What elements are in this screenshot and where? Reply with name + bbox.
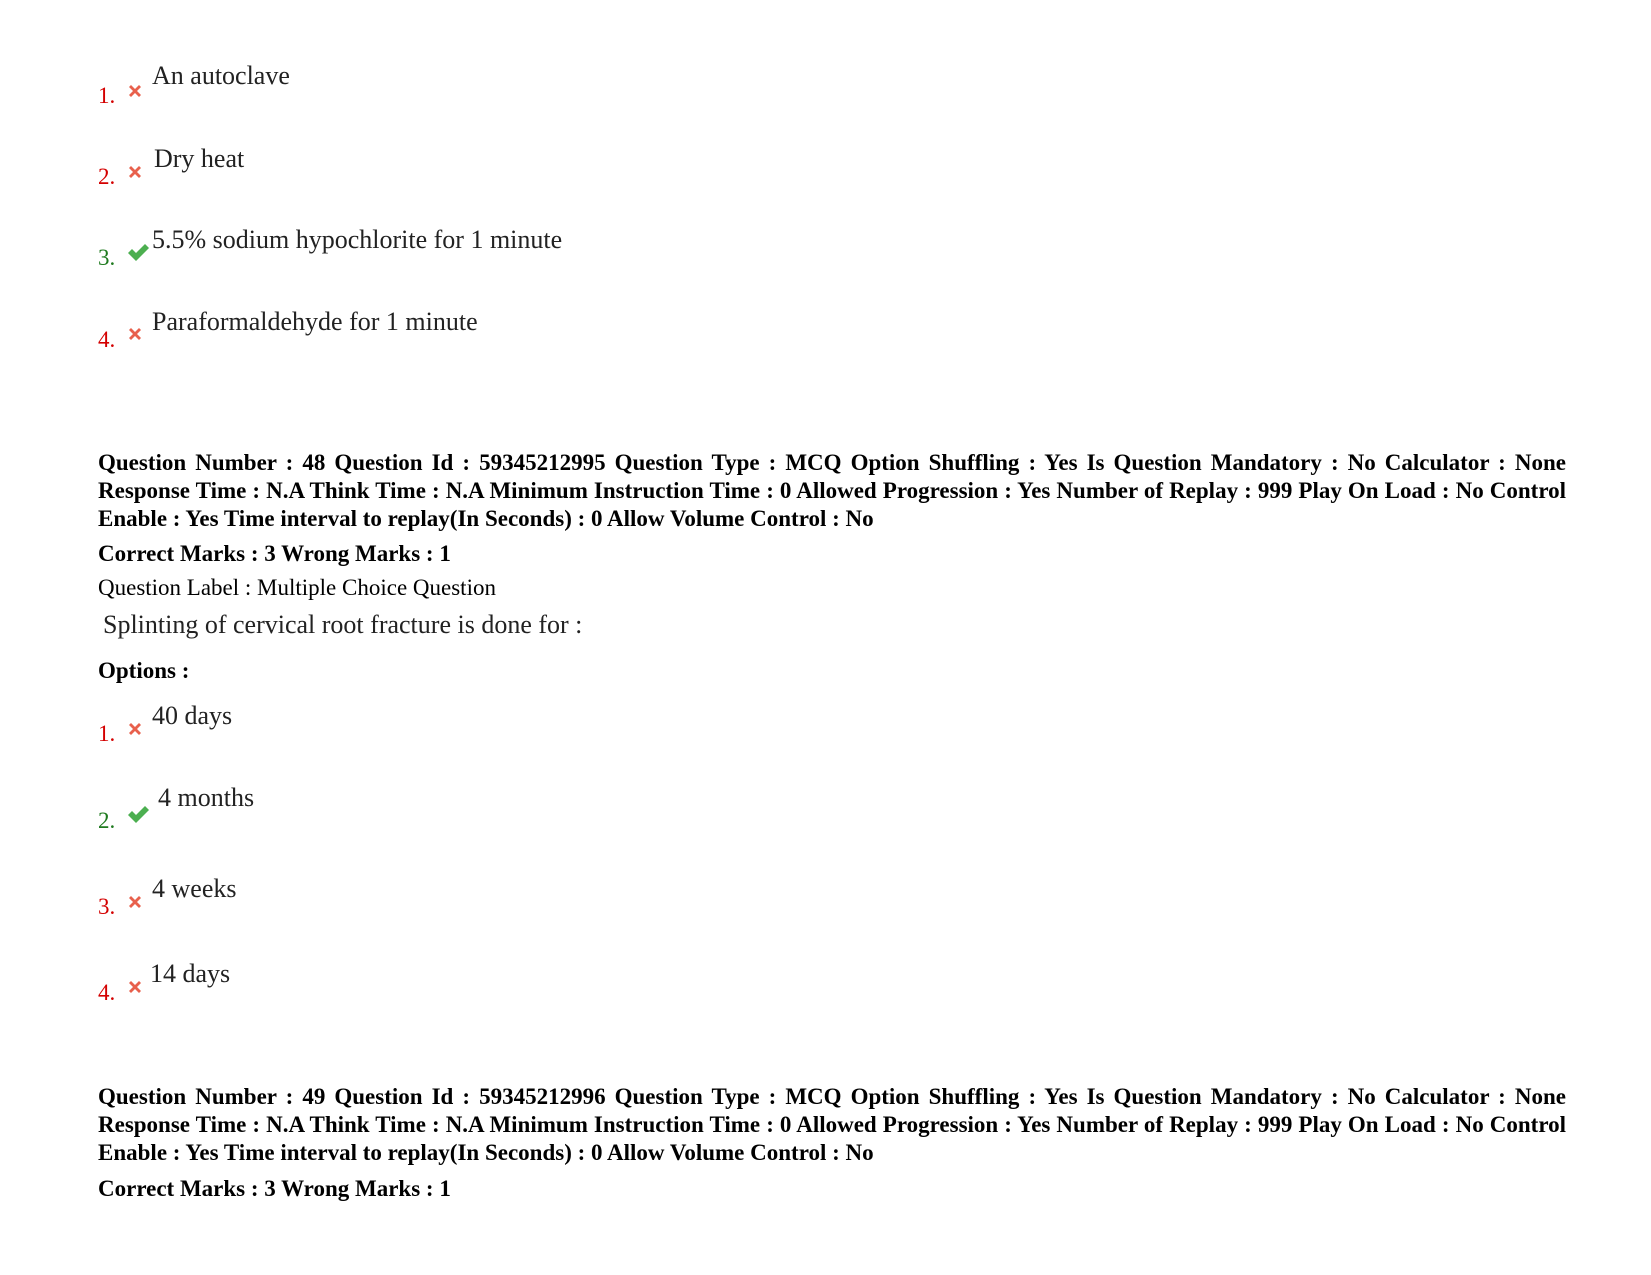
question-marks: Correct Marks : 3 Wrong Marks : 1 [98,1176,451,1201]
cross-icon [126,82,144,100]
option-number: 2. [98,808,116,833]
question-label: Question Label : Multiple Choice Question [98,575,496,600]
option-row [98,61,998,108]
option-text: 14 days [150,959,231,988]
option-row [98,701,998,746]
option-row [98,307,998,352]
option-text: 4 months [158,783,255,812]
options-heading: Options : [98,658,190,683]
cross-icon [126,720,144,738]
option-row [98,225,998,270]
check-icon [126,242,150,260]
cross-icon [126,163,144,181]
option-row [98,144,998,189]
option-number: 2. [98,164,116,189]
option-row [98,959,998,1005]
check-icon [126,804,150,822]
option-text: Paraformaldehyde for 1 minute [152,307,478,336]
option-text: 40 days [152,701,233,730]
question-marks: Correct Marks : 3 Wrong Marks : 1 [98,541,451,566]
option-text: An autoclave [152,61,290,90]
question-text: Splinting of cervical root fracture is done for : [103,610,583,639]
question-metadata: Question Number : 49 Question Id : 59345212996 Question Type : MCQ Option Shuffling : Yes Is Question Mandatory : No Calculator : None Response Time : N.A Think Time : N.A Minimum Instruction Time : 0 Allowed Progression : Yes Number of Replay : 999 Play On Load : No Control Enable : Yes Time interval to replay(In Seconds) : 0 Allow Volume Control : No [98,1084,1566,1165]
option-row [98,783,998,833]
option-text: 4 weeks [152,874,237,903]
cross-icon [126,893,144,911]
option-number: 1. [98,721,116,746]
cross-icon [126,325,144,343]
cross-icon [126,978,144,996]
option-number: 3. [98,894,116,919]
option-text: Dry heat [154,144,245,173]
option-row [98,874,998,919]
option-number: 4. [98,327,116,352]
option-number: 1. [98,83,116,108]
option-number: 4. [98,980,116,1005]
question-metadata: Question Number : 48 Question Id : 59345212995 Question Type : MCQ Option Shuffling : Yes Is Question Mandatory : No Calculator : None Response Time : N.A Think Time : N.A Minimum Instruction Time : 0 Allowed Progression : Yes Number of Replay : 999 Play On Load : No Control Enable : Yes Time interval to replay(In Seconds) : 0 Allow Volume Control : No [98,450,1566,531]
option-text: 5.5% sodium hypochlorite for 1 minute [152,225,563,254]
option-number: 3. [98,245,116,270]
